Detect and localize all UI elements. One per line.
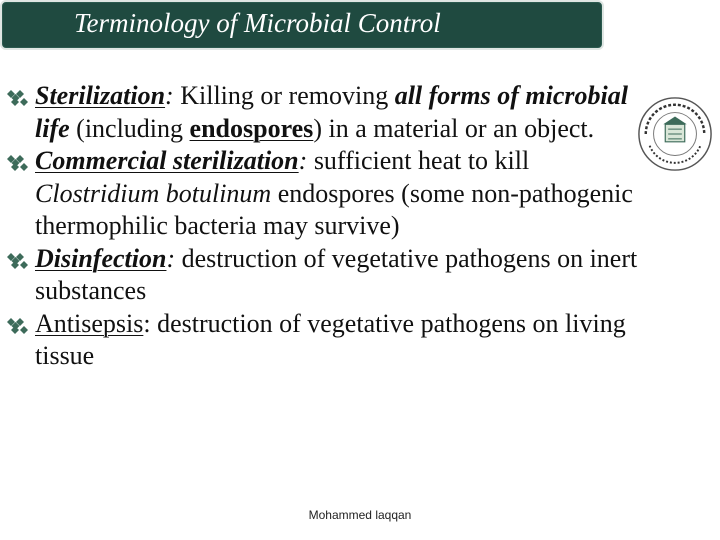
key-term-endospores: endospores: [189, 113, 314, 143]
slide-title: Terminology of Microbial Control: [74, 8, 441, 38]
emphasis-text: all forms of microbial life: [35, 81, 628, 143]
diamond-bullet-icon: [6, 251, 32, 271]
bullet-commercial-sterilization: Commercial sterilization: sufficient heat to kill Clostridium botulinum endospores (some non-pathogenic thermophilic bacteria may survive): [6, 145, 646, 243]
bullet-antisepsis: Antisepsis: destruction of vegetative pathogens on living tissue: [6, 308, 646, 373]
term-sterilization: Sterilization: [35, 81, 166, 110]
term-commercial-sterilization: Commercial sterilization: [35, 146, 299, 175]
bullet-sterilization: Sterilization: Killing or removing all forms of microbial life (including endospores) in a material or an object.: [6, 80, 646, 145]
title-bar: [0, 0, 604, 50]
diamond-bullet-icon: [6, 88, 32, 108]
footer-author: Mohammed laqqan: [308, 508, 412, 522]
term-disinfection: Disinfection: [35, 243, 167, 273]
term-antisepsis: Antisepsis: [35, 308, 144, 338]
bullet-list: [6, 80, 646, 373]
diamond-bullet-icon: [6, 153, 32, 173]
university-seal-icon: [636, 95, 714, 173]
organism-name: Clostridium botulinum: [35, 178, 272, 208]
bullet-disinfection: Disinfection: destruction of vegetative pathogens on inert substances: [6, 243, 646, 308]
diamond-bullet-icon: [6, 316, 32, 336]
